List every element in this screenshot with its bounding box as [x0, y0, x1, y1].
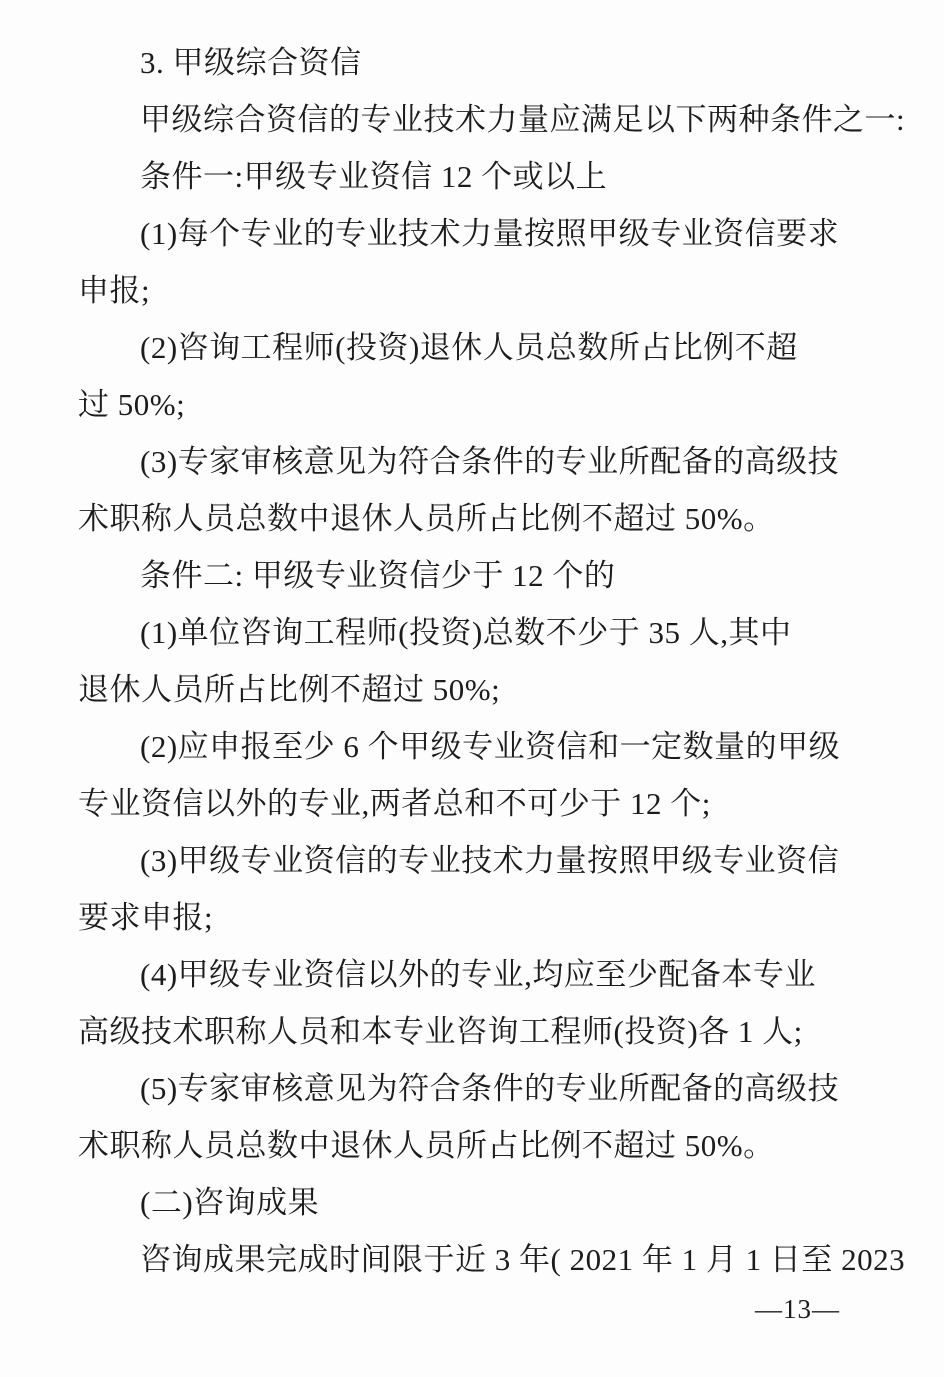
text-line-c2-item5: (5)专家审核意见为符合条件的专业所配备的高级技	[140, 1071, 840, 1106]
text-line-condition-2: 条件二: 甲级专业资信少于 12 个的	[140, 558, 616, 593]
text-line-c2-item3-cont: 要求申报;	[78, 900, 214, 935]
text-line-c2-item4: (4)甲级专业资信以外的专业,均应至少配备本专业	[140, 957, 816, 992]
text-line-intro: 甲级综合资信的专业技术力量应满足以下两种条件之一:	[140, 102, 906, 137]
text-line-c1-item2: (2)咨询工程师(投资)退休人员总数所占比例不超	[140, 330, 798, 365]
text-line-c2-item2-cont: 专业资信以外的专业,两者总和不可少于 12 个;	[78, 786, 711, 821]
text-line-c2-item1: (1)单位咨询工程师(投资)总数不少于 35 人,其中	[140, 615, 792, 650]
text-line-c2-item2: (2)应申报至少 6 个甲级专业资信和一定数量的甲级	[140, 729, 841, 764]
text-line-condition-1: 条件一:甲级专业资信 12 个或以上	[140, 159, 608, 194]
text-line-heading-section2: (二)咨询成果	[140, 1185, 320, 1220]
text-line-c1-item2-cont: 过 50%;	[78, 387, 186, 422]
text-line-heading-3: 3. 甲级综合资信	[140, 45, 362, 80]
page-number: —13—	[755, 1294, 840, 1324]
text-line-c2-item1-cont: 退休人员所占比例不超过 50%;	[78, 672, 501, 707]
text-line-c2-item4-cont: 高级技术职称人员和本专业咨询工程师(投资)各 1 人;	[78, 1014, 803, 1049]
text-line-c2-item3: (3)甲级专业资信的专业技术力量按照甲级专业资信	[140, 843, 840, 878]
document-body	[78, 34, 906, 1288]
text-line-c1-item1-cont: 申报;	[78, 273, 151, 308]
text-line-c2-item5-cont: 术职称人员总数中退休人员所占比例不超过 50%。	[78, 1128, 775, 1163]
text-line-c1-item3: (3)专家审核意见为符合条件的专业所配备的高级技	[140, 444, 840, 479]
text-line-c1-item3-cont: 术职称人员总数中退休人员所占比例不超过 50%。	[78, 501, 775, 536]
text-line-c1-item1: (1)每个专业的专业技术力量按照甲级专业资信要求	[140, 216, 840, 251]
text-line-consulting-intro: 咨询成果完成时间限于近 3 年( 2021 年 1 月 1 日至 2023	[140, 1242, 906, 1277]
